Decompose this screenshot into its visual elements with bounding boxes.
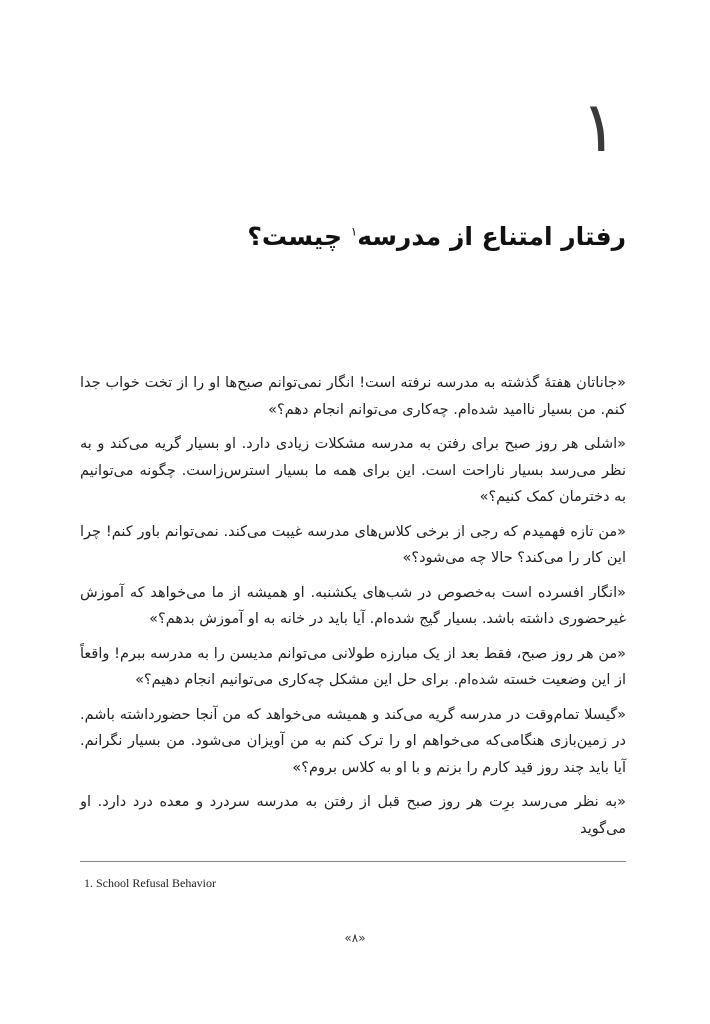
footnote-divider <box>80 861 626 862</box>
paragraph-2: «اشلی هر روز صبح برای رفتن به مدرسه مشکلات زیادی دارد. او بسیار گریه می‌کند و به نظر می‌رسد بسیار ناراحت است. این برای همه ما بسیار استرس‌زاست. چگونه می‌توانیم به دخترمان کمک کنیم؟» <box>80 436 626 505</box>
chapter-title <box>247 222 626 251</box>
chapter-title-main: رفتار امتناع از مدرسه <box>357 222 626 251</box>
paragraph-4: «انگار افسرده است به‌خصوص در شب‌های یکشنبه. او همیشه از ما می‌خواهد که آموزش غیرحضوری داشته باشد. بسیار گیج شده‌ام. آیا باید در خانه به او آموزش بدهم؟» <box>80 584 626 627</box>
body-text <box>80 370 626 850</box>
paragraph-3: «من تازه فهمیدم که رجی از برخی کلاس‌های مدرسه غیبت می‌کند. نمی‌توانم باور کنم! چرا این کار را می‌کند؟ حالا چه می‌شود؟» <box>80 523 626 566</box>
page-number: «۸» <box>344 931 366 945</box>
paragraph-7: «به نظر می‌رسد برِت هر روز صبح قبل از رفتن به مدرسه سردرد و معده درد دارد. او می‌گوید <box>80 794 626 837</box>
paragraph-5: «من هر روز صبح، فقط بعد از یک مبارزه طولانی می‌توانم مدیسن را به مدرسه ببرم! واقعاً از این وضعیت خسته شده‌ام. برای حل این مشکل چه‌کاری می‌توانیم انجام دهیم؟» <box>80 645 626 688</box>
footnote: 1. School Refusal Behavior <box>84 876 216 890</box>
chapter-title-suffix: چیست؟ <box>247 222 351 251</box>
paragraph-6: «گیسلا تمام‌وقت در مدرسه گریه می‌کند و همیشه می‌خواهد که من آنجا حضورداشته باشم. در زمین‌بازی هنگامی‌که می‌خواهم او را ترک کنم به من آویزان می‌شود. من بسیار نگرانم. آیا باید چند روز قید کارم را بزنم و با او به کلاس بروم؟» <box>80 706 626 776</box>
paragraph-1: «جاناتان هفتهٔ گذشته به مدرسه نرفته است! انگار نمی‌توانم صبح‌ها او را از تخت خواب جدا کنم. من بسیار ناامید شده‌ام. چه‌کاری می‌توانم انجام دهم؟» <box>80 375 626 418</box>
footnote-marker: ۱ <box>350 224 358 239</box>
chapter-number: ۱ <box>580 86 618 168</box>
